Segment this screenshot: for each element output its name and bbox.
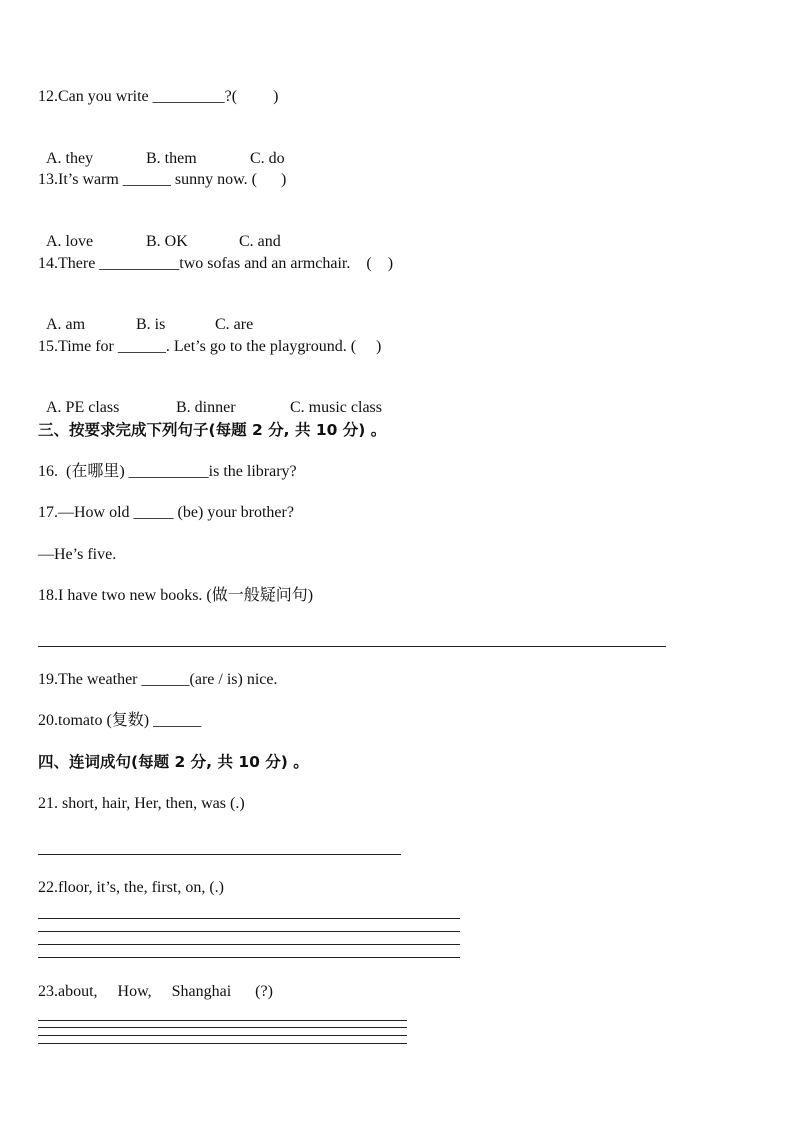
question-13-options: [38, 212, 281, 252]
option-c: C. and: [239, 233, 281, 250]
question-14: 14.There __________two sofas and an armchair. ( ): [38, 255, 394, 272]
question-23: 23.about, How, Shanghai (?): [38, 983, 273, 1000]
answer-line-22a: [38, 918, 460, 919]
section-3-heading: 三、按要求完成下列句子(每题 2 分, 共 10 分) 。: [38, 421, 387, 439]
answer-line-23d: [38, 1043, 407, 1044]
question-12: 12.Can you write _________?( ): [38, 88, 279, 105]
option-b: B. them: [146, 150, 197, 167]
answer-line-18: [38, 646, 666, 647]
question-15: 15.Time for ______. Let’s go to the playground. ( ): [38, 338, 382, 355]
question-21: 21. short, hair, Her, then, was (.): [38, 795, 245, 812]
option-b: B. is: [136, 316, 166, 333]
answer-line-23a: [38, 1020, 407, 1021]
option-a: A. am: [46, 316, 86, 333]
question-20: 20.tomato (复数) ______: [38, 712, 202, 729]
answer-line-21: [38, 854, 401, 855]
answer-line-22d: [38, 957, 460, 958]
question-17-answer: —He’s five.: [38, 546, 117, 563]
option-c: C. music class: [290, 399, 382, 416]
question-19: 19.The weather ______(are / is) nice.: [38, 671, 278, 688]
question-15-options: [38, 378, 382, 418]
question-22: 22.floor, it’s, the, first, on, (.): [38, 879, 224, 896]
question-18: 18.I have two new books. (做一般疑问句): [38, 587, 314, 604]
question-17: 17.—How old _____ (be) your brother?: [38, 504, 294, 521]
question-16: 16. (在哪里) __________is the library?: [38, 463, 297, 480]
option-a: A. love: [46, 233, 94, 250]
question-12-options: [38, 129, 285, 169]
answer-line-23c: [38, 1035, 407, 1036]
option-c: C. do: [250, 150, 285, 167]
option-b: B. dinner: [176, 399, 236, 416]
answer-line-22c: [38, 944, 460, 945]
section-4-heading: 四、连词成句(每题 2 分, 共 10 分) 。: [38, 753, 309, 771]
answer-line-22b: [38, 931, 460, 932]
answer-line-23b: [38, 1027, 407, 1028]
option-b: B. OK: [146, 233, 188, 250]
question-13: 13.It’s warm ______ sunny now. ( ): [38, 171, 287, 188]
option-a: A. PE class: [46, 399, 120, 416]
option-a: A. they: [46, 150, 94, 167]
question-14-options: [38, 295, 253, 335]
option-c: C. are: [215, 316, 254, 333]
